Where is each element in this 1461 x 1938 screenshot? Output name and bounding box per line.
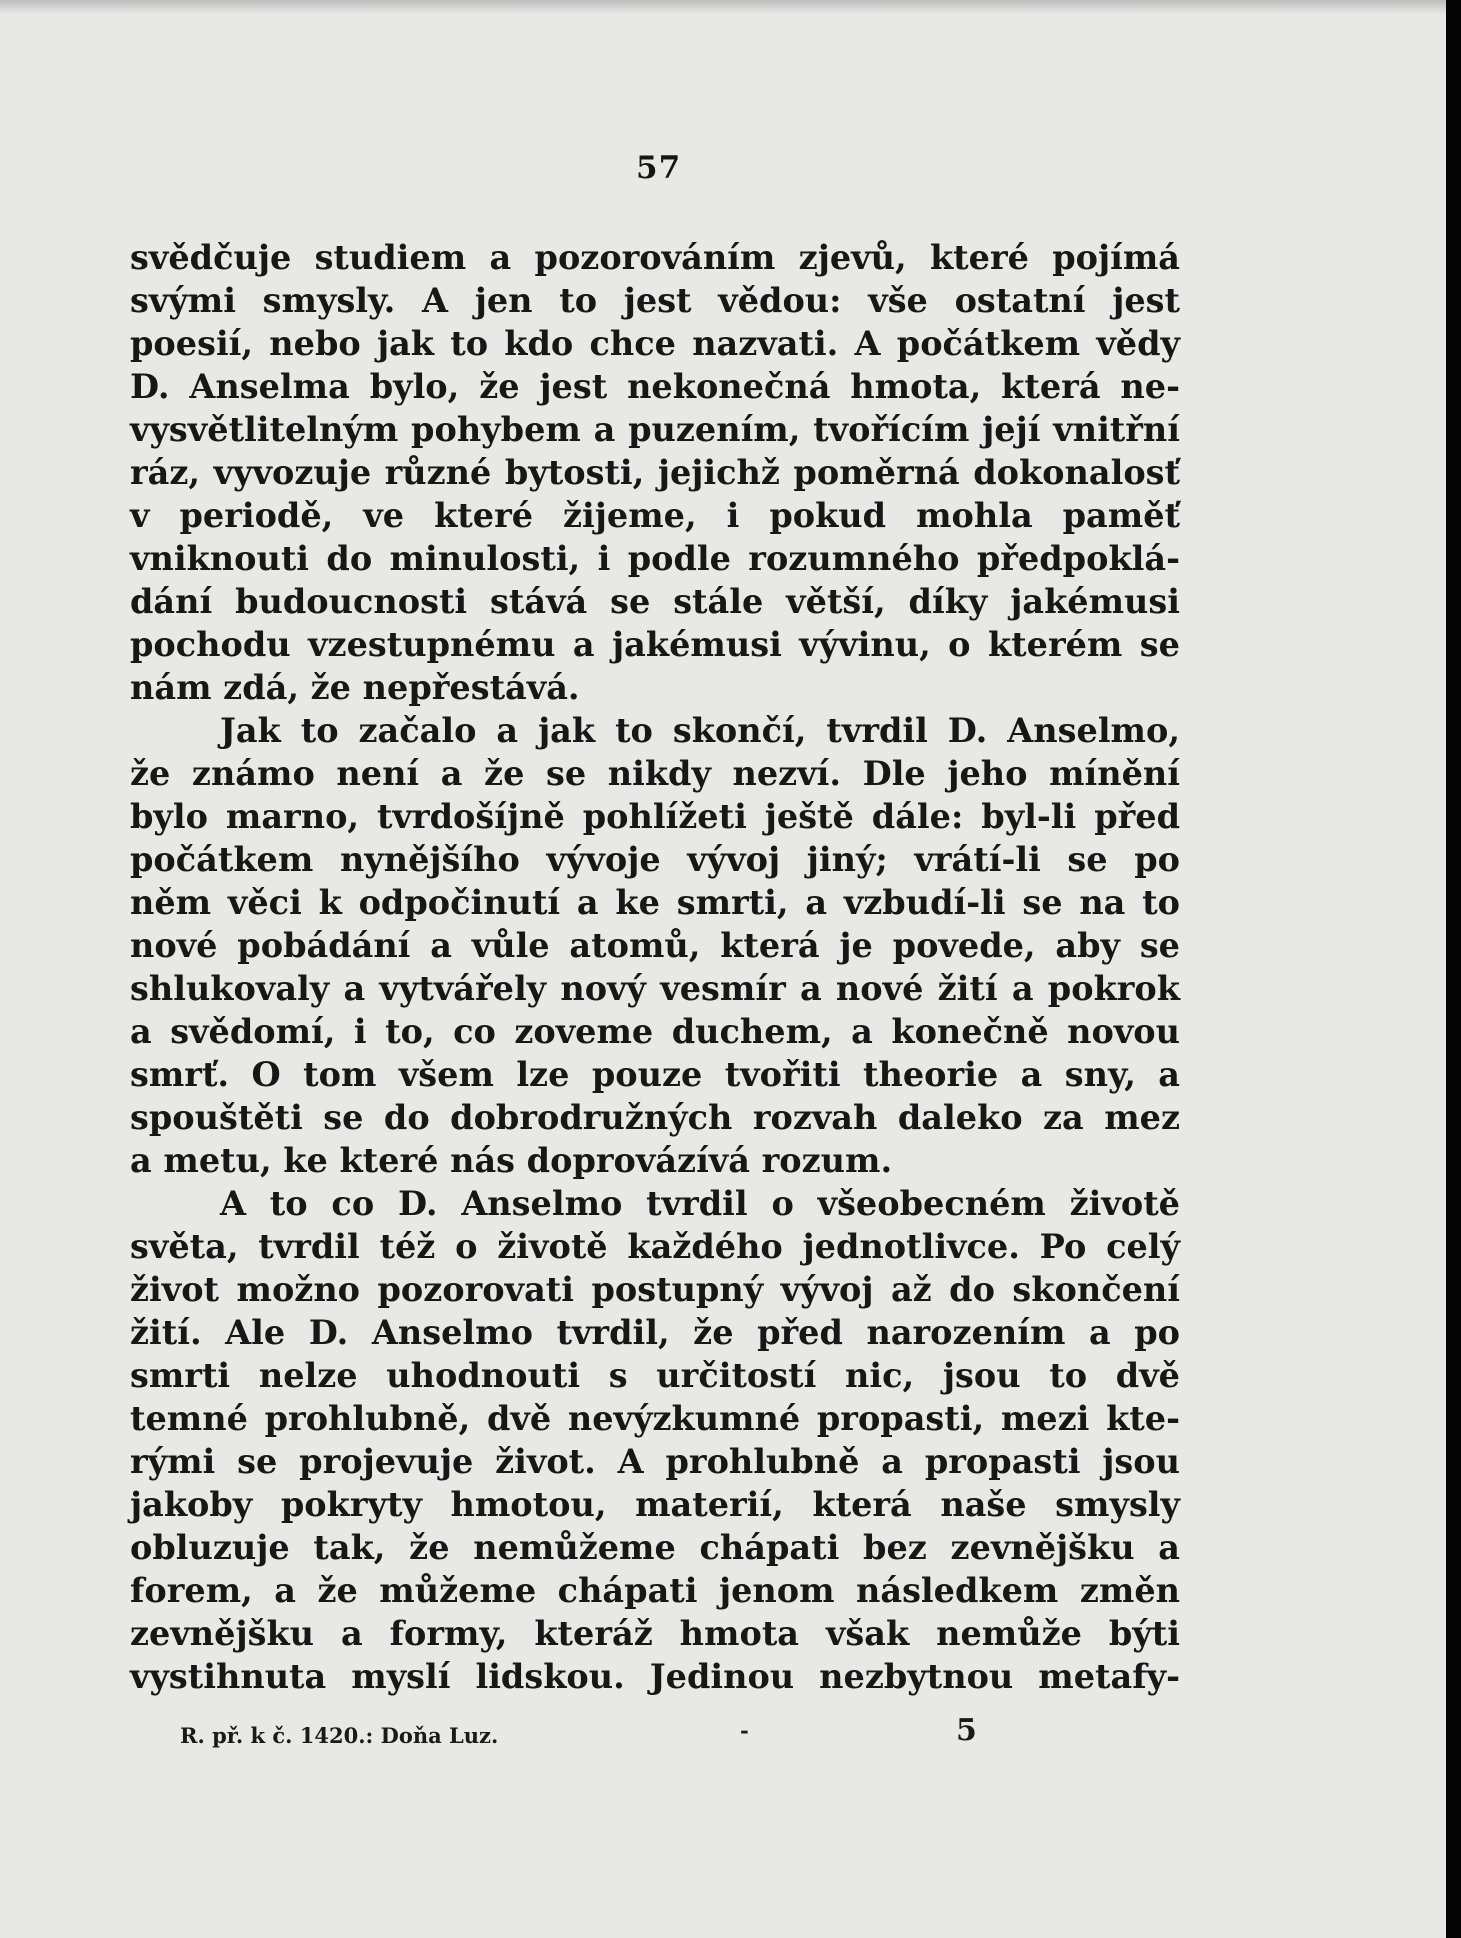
text-line: Jak to začalo a jak to skončí, tvrdil D. Anselmo,: [220, 711, 1180, 750]
sheet-number: 5: [956, 1713, 977, 1748]
text-line: žití. Ale D. Anselmo tvrdil, že před narozením a po: [130, 1313, 1180, 1352]
text-line: A to co D. Anselmo tvrdil o všeobecném životě: [220, 1184, 1180, 1223]
page-top-shadow: [0, 0, 1446, 14]
text-line: něm věci k odpočinutí a ke smrti, a vzbudí-li se na to: [130, 883, 1180, 922]
page-number: 57: [636, 150, 682, 186]
text-line: že známo není a že se nikdy nezví. Dle jeho mínění: [130, 754, 1180, 793]
text-line: rými se projevuje život. A prohlubně a propasti jsou: [130, 1442, 1180, 1481]
text-line: počátkem nynějšího vývoje vývoj jiný; vrátí-li se po: [130, 840, 1180, 879]
text-line: spouštěti se do dobrodružných rozvah daleko za mez: [130, 1098, 1180, 1137]
text-line: život možno pozorovati postupný vývoj až do skončení: [130, 1270, 1180, 1309]
text-line: svědčuje studiem a pozorováním zjevů, které pojímá: [130, 238, 1180, 277]
text-line: bylo marno, tvrdošíjně pohlížeti ještě dále: byl-li před: [130, 797, 1180, 836]
text-line: smrť. O tom všem lze pouze tvořiti theorie a sny, a: [130, 1055, 1180, 1094]
text-line: pochodu vzestupnému a jakémusi vývinu, o kterém se: [130, 625, 1180, 664]
text-line: zevnějšku a formy, kteráž hmota však nemůže býti: [130, 1614, 1180, 1653]
text-line: vysvětlitelným pohybem a puzením, tvořícím její vnitřní: [130, 410, 1180, 449]
text-line: nové pobádání a vůle atomů, která je povede, aby se: [130, 926, 1180, 965]
text-line: nám zdá, že nepřestává.: [130, 668, 580, 707]
text-line: forem, a že můžeme chápati jenom následkem změn: [130, 1571, 1180, 1610]
scan-border: [1446, 0, 1461, 1938]
text-line: ráz, vyvozuje různé bytosti, jejichž poměrná dokonalosť: [130, 453, 1180, 492]
body-text: [130, 236, 1180, 1698]
text-line: svými smysly. A jen to jest vědou: vše ostatní jest: [130, 281, 1180, 320]
text-line: smrti nelze uhodnouti s určitostí nic, jsou to dvě: [130, 1356, 1180, 1395]
text-line: světa, tvrdil též o životě každého jednotlivce. Po celý: [130, 1227, 1180, 1266]
text-line: a metu, ke které nás doprovázívá rozum.: [130, 1141, 893, 1180]
text-line: jakoby pokryty hmotou, materií, která naše smysly: [130, 1485, 1180, 1524]
text-line: temné prohlubně, dvě nevýzkumné propasti, mezi kte-: [130, 1399, 1180, 1438]
text-line: vystihnuta myslí lidskou. Jedinou nezbytnou metafy-: [130, 1657, 1180, 1696]
text-line: obluzuje tak, že nemůžeme chápati bez zevnějšku a: [130, 1528, 1180, 1567]
text-line: poesií, nebo jak to kdo chce nazvati. A počátkem vědy: [130, 324, 1180, 363]
text-line: v periodě, ve které žijeme, i pokud mohla paměť: [130, 496, 1180, 535]
text-line: shlukovaly a vytvářely nový vesmír a nové žití a pokrok: [130, 969, 1180, 1008]
text-line: a svědomí, i to, co zoveme duchem, a konečně novou: [130, 1012, 1180, 1051]
text-line: vniknouti do minulosti, i podle rozumného předpoklá-: [130, 539, 1180, 578]
footer-dash: -: [740, 1718, 749, 1743]
text-line: dání budoucnosti stává se stále větší, díky jakémusi: [130, 582, 1180, 621]
printer-signature: R. př. k č. 1420.: Doňa Luz.: [180, 1723, 499, 1748]
text-line: D. Anselma bylo, že jest nekonečná hmota, která ne-: [130, 367, 1180, 406]
